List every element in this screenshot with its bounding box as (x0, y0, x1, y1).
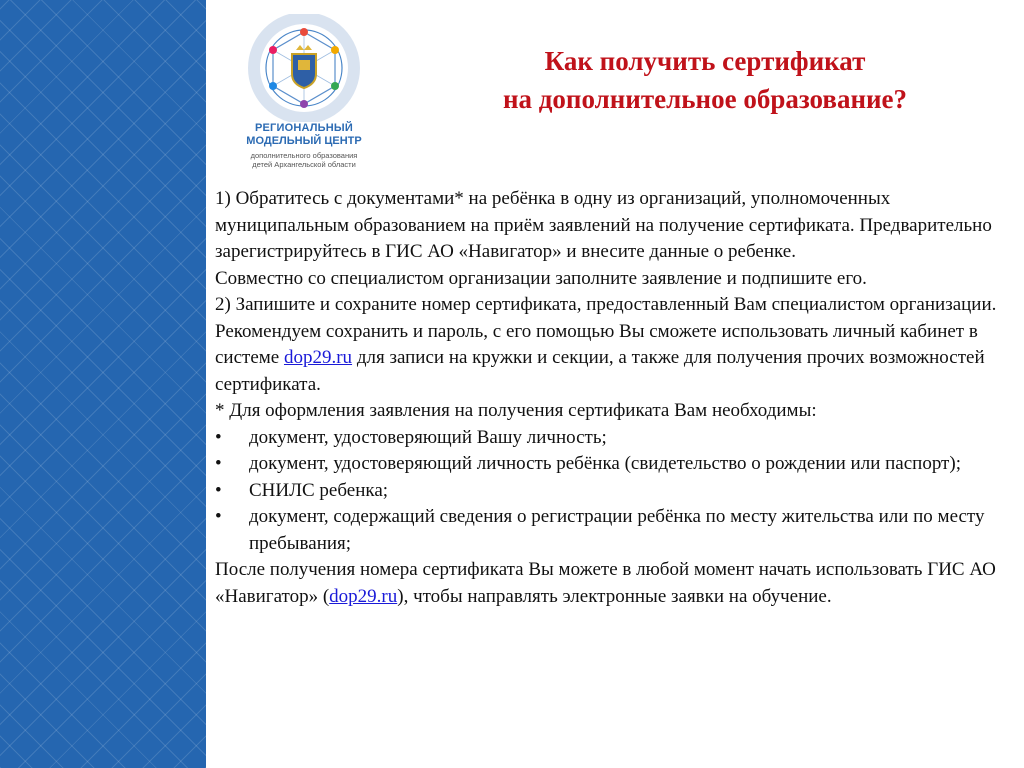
logo-line-4: детей Архангельской области (252, 160, 356, 169)
final-post: ), чтобы направлять электронные заявки на обучение. (397, 585, 832, 607)
logo-line-1: РЕГИОНАЛЬНЫЙ (254, 122, 354, 134)
logo-emblem (238, 14, 370, 122)
documents-list (215, 425, 1015, 558)
dop29-link[interactable]: dop29.ru (283, 347, 353, 368)
list-item (215, 504, 1015, 557)
final-pre: После получения номера сертификата Вы можете в любой момент начать использовать ГИС АО «Навигатор» ( (215, 559, 996, 607)
final-paragraph (215, 557, 1015, 610)
logo-line-2: МОДЕЛЬНЫЙ ЦЕНТР (246, 135, 362, 147)
logo-line-3: дополнительного образования (250, 151, 358, 160)
list-item (215, 451, 1015, 478)
step-2-post: для записи на кружки и секции, а также для получения прочих возможностей сертификата. (215, 347, 985, 395)
decorative-sidebar (0, 0, 206, 768)
list-item-text: документ, удостоверяющий личность ребёнка (свидетельство о рождении или паспорт); (249, 453, 961, 474)
title-line-2: на дополнительное образование? (502, 84, 908, 114)
list-item-text: документ, удостоверяющий Вашу личность; (249, 426, 607, 448)
list-item-text: СНИЛС ребенка; (249, 479, 389, 501)
bullet: • (215, 426, 222, 448)
dop29-link[interactable]: dop29.ru (329, 585, 398, 607)
step-1-sign-text: Совместно со специалистом организации заполните заявление и подпишите его. (215, 267, 867, 289)
bullet: • (215, 506, 222, 527)
list-item (215, 478, 1015, 505)
title-line-1: Как получить сертификат (544, 46, 866, 76)
bullet: • (215, 479, 222, 501)
list-item (215, 425, 1015, 452)
list-item-text: документ, содержащий сведения о регистрации ребёнка по месту жительства или по месту пребывания; (249, 506, 985, 554)
documents-intro: * Для оформления заявления на получения сертификата Вам необходимы: (215, 400, 817, 421)
bullet: • (215, 453, 222, 474)
page-title (420, 42, 990, 118)
regional-model-center-logo (238, 14, 370, 174)
instructions-body (215, 186, 1015, 610)
step-2-text (215, 292, 1015, 398)
step-2-pre: 2) Запишите и сохраните номер сертификата, предоставленный Вам специалистом организации. Рекомендуем сохранить и пароль, с его помощью Вы сможете использовать личный кабинет в системе (215, 294, 997, 368)
step-1-text: 1) Обратитесь с документами* на ребёнка в одну из организаций, уполномоченных муниципальным образованием на приём заявлений на получение сертификата. Предварительно зарегистрируйтесь в ГИС АО «Навигатор» и внесите данные о ребенке. (215, 188, 992, 262)
